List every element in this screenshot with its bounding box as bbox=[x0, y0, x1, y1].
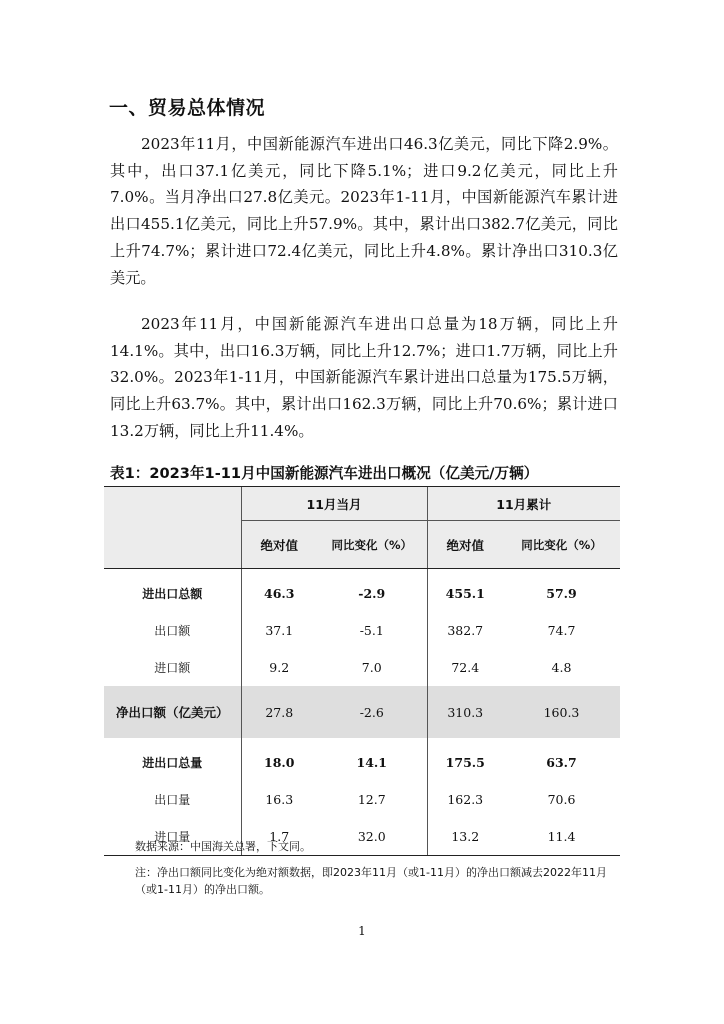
group-header-cumulative: 11月累计 bbox=[427, 487, 620, 521]
table-row bbox=[104, 781, 620, 818]
page-number: 1 bbox=[358, 924, 366, 938]
col-header-abs-month: 绝对值 bbox=[241, 521, 317, 569]
cell: 175.5 bbox=[427, 738, 503, 781]
cell: 46.3 bbox=[241, 569, 317, 613]
cell: 63.7 bbox=[546, 755, 577, 770]
table-row bbox=[104, 569, 620, 613]
paragraph-trade-volume: 2023年11月，中国新能源汽车进出口总量为18万辆，同比上升14.1%。其中，出口16.3万辆，同比上升12.7%；进口1.7万辆，同比上升32.0%。2023年1-11月，中国新能源汽车累计进出口总量为175.5万辆，同比上升63.7%。其中，累计出口162.3万辆，同比上升70.6%；累计进口13.2万辆，同比上升11.4%。 bbox=[110, 315, 618, 440]
cell: 70.6 bbox=[547, 792, 576, 807]
row-label: 出口量 bbox=[154, 793, 191, 807]
trade-summary-table bbox=[104, 486, 620, 856]
table-row bbox=[104, 649, 620, 686]
row-label: 出口额 bbox=[154, 624, 191, 638]
cell: 57.9 bbox=[546, 586, 577, 601]
remark-note: 注：净出口额同比变化为绝对额数据，即2023年11月（或1-11月）的净出口额减去2022年11月（或1-11月）的净出口额。 bbox=[135, 866, 607, 896]
table-caption: 表1：2023年1-11月中国新能源汽车进出口概况（亿美元/万辆） bbox=[110, 465, 539, 482]
cell: 32.0 bbox=[317, 818, 427, 856]
cell: 455.1 bbox=[427, 569, 503, 613]
table-row bbox=[104, 738, 620, 781]
cell: 13.2 bbox=[427, 818, 503, 856]
col-header-yoy-month: 同比变化（%） bbox=[317, 521, 427, 569]
cell: 18.0 bbox=[241, 738, 317, 781]
cell: 9.2 bbox=[241, 649, 317, 686]
cell: -2.6 bbox=[317, 686, 427, 738]
source-note: 数据来源：中国海关总署，下文同。 bbox=[135, 840, 311, 853]
cell: 7.0 bbox=[361, 660, 382, 675]
cell: 11.4 bbox=[503, 818, 620, 856]
cell: 27.8 bbox=[241, 686, 317, 738]
cell: 4.8 bbox=[551, 660, 572, 675]
cell: 74.7 bbox=[547, 623, 576, 638]
row-label: 进出口总额 bbox=[142, 587, 203, 601]
row-label: 进出口总量 bbox=[142, 756, 203, 770]
cell: 160.3 bbox=[503, 686, 620, 738]
row-label: 进口量 bbox=[104, 818, 241, 856]
cell: 37.1 bbox=[241, 612, 317, 649]
cell: 1.7 bbox=[241, 818, 317, 856]
paragraph-trade-value: 2023年11月，中国新能源汽车进出口46.3亿美元，同比下降2.9%。其中，出口37.1亿美元，同比下降5.1%；进口9.2亿美元，同比上升7.0%。当月净出口27.8亿美元。2023年1-11月，中国新能源汽车累计进出口455.1亿美元，同比上升57.9%。其中，累计出口382.7亿美元，同比上升74.7%；累计进口72.4亿美元，同比上升4.8%。累计净出口310.3亿美元。 bbox=[110, 135, 618, 287]
col-header-yoy-cum: 同比变化（%） bbox=[503, 521, 620, 569]
col-header-abs-cum: 绝对值 bbox=[427, 521, 503, 569]
row-label: 净出口额（亿美元） bbox=[104, 686, 241, 738]
row-label: 进口额 bbox=[154, 661, 191, 675]
section-heading: 一、贸易总体情况 bbox=[109, 97, 266, 119]
cell: 382.7 bbox=[427, 612, 503, 649]
cell: 72.4 bbox=[427, 649, 503, 686]
cell: 310.3 bbox=[427, 686, 503, 738]
table-corner-cell bbox=[104, 487, 241, 569]
group-header-month: 11月当月 bbox=[241, 487, 427, 521]
cell: 12.7 bbox=[357, 792, 386, 807]
cell: -5.1 bbox=[359, 623, 384, 638]
cell: 14.1 bbox=[356, 755, 387, 770]
table-row bbox=[104, 612, 620, 649]
cell: 162.3 bbox=[427, 781, 503, 818]
cell: 16.3 bbox=[241, 781, 317, 818]
table-row-net-export bbox=[104, 686, 620, 738]
cell: -2.9 bbox=[358, 586, 386, 601]
